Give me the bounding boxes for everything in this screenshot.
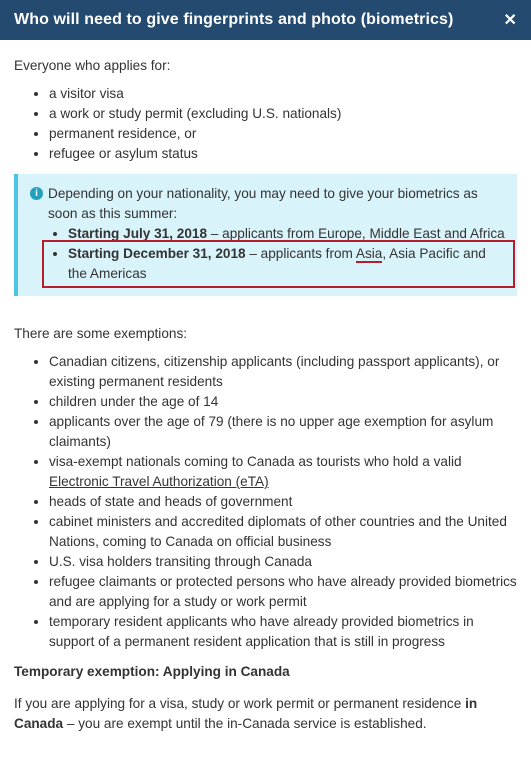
- bold-text: in Canada: [14, 696, 478, 731]
- list-item: • permanent residence, or: [49, 124, 517, 144]
- panel-content: [0, 40, 531, 734]
- exemptions-list: [14, 352, 517, 652]
- body-text: – you are exempt until the in-Canada service is established.: [63, 716, 427, 731]
- region-text: – applicants from: [245, 246, 356, 261]
- list-item: • children under the age of 14: [49, 392, 517, 412]
- apply-list: [14, 84, 517, 164]
- temporary-exemption-text: [14, 694, 517, 734]
- body-text: If you are applying for a visa, study or work permit or permanent residence: [14, 696, 466, 711]
- list-item: [68, 224, 507, 244]
- list-item: • U.S. visa holders transiting through Canada: [49, 552, 517, 572]
- exemptions-title: There are some exemptions:: [14, 326, 188, 341]
- list-item: • applicants over the age of 79 (there is no upper age exemption for asylum claimants): [49, 412, 517, 452]
- list-item: [49, 452, 517, 492]
- item-text: visa-exempt nationals coming to Canada as tourists who hold a valid: [49, 454, 462, 469]
- date-label: Starting December 31, 2018: [68, 246, 246, 261]
- close-icon[interactable]: ✕: [503, 12, 517, 29]
- list-item: • refugee claimants or protected persons who have already provided biometrics and are applying for a study or work permit: [49, 572, 517, 612]
- list-item: • temporary resident applicants who have already provided biometrics in support of a permanent resident application that is still in progress: [49, 612, 517, 652]
- region-text: – applicants from Europe, Middle East and Africa: [207, 226, 505, 241]
- underlined-region: Asia: [355, 246, 383, 261]
- panel-header: [0, 0, 531, 40]
- panel-title: Who will need to give fingerprints and photo (biometrics): [14, 11, 454, 28]
- info-alert: [14, 174, 517, 296]
- list-item: • a work or study permit (excluding U.S. nationals): [49, 104, 517, 124]
- highlighted-list-item: [68, 244, 507, 284]
- date-label: Starting July 31, 2018: [68, 226, 208, 241]
- list-item: • a visitor visa: [49, 84, 517, 104]
- list-item: • Canadian citizens, citizenship applicants (including passport applicants), or existing permanent residents: [49, 352, 517, 392]
- list-item: • refugee or asylum status: [49, 144, 517, 164]
- list-item: • cabinet ministers and accredited diplomats of other countries and the United Nations, coming to Canada on official business: [49, 512, 517, 552]
- info-icon: i: [30, 187, 43, 200]
- intro-text: Everyone who applies for:: [14, 58, 171, 73]
- eta-link[interactable]: Electronic Travel Authorization (eTA): [49, 474, 269, 489]
- region-text: , Asia Pacific and the Americas: [68, 246, 486, 281]
- alert-text: Depending on your nationality, you may need to give your biometrics as soon as this summer:: [48, 186, 478, 221]
- alert-list: [30, 224, 507, 284]
- list-item: • heads of state and heads of government: [49, 492, 517, 512]
- temporary-exemption-title: Temporary exemption: Applying in Canada: [14, 664, 290, 679]
